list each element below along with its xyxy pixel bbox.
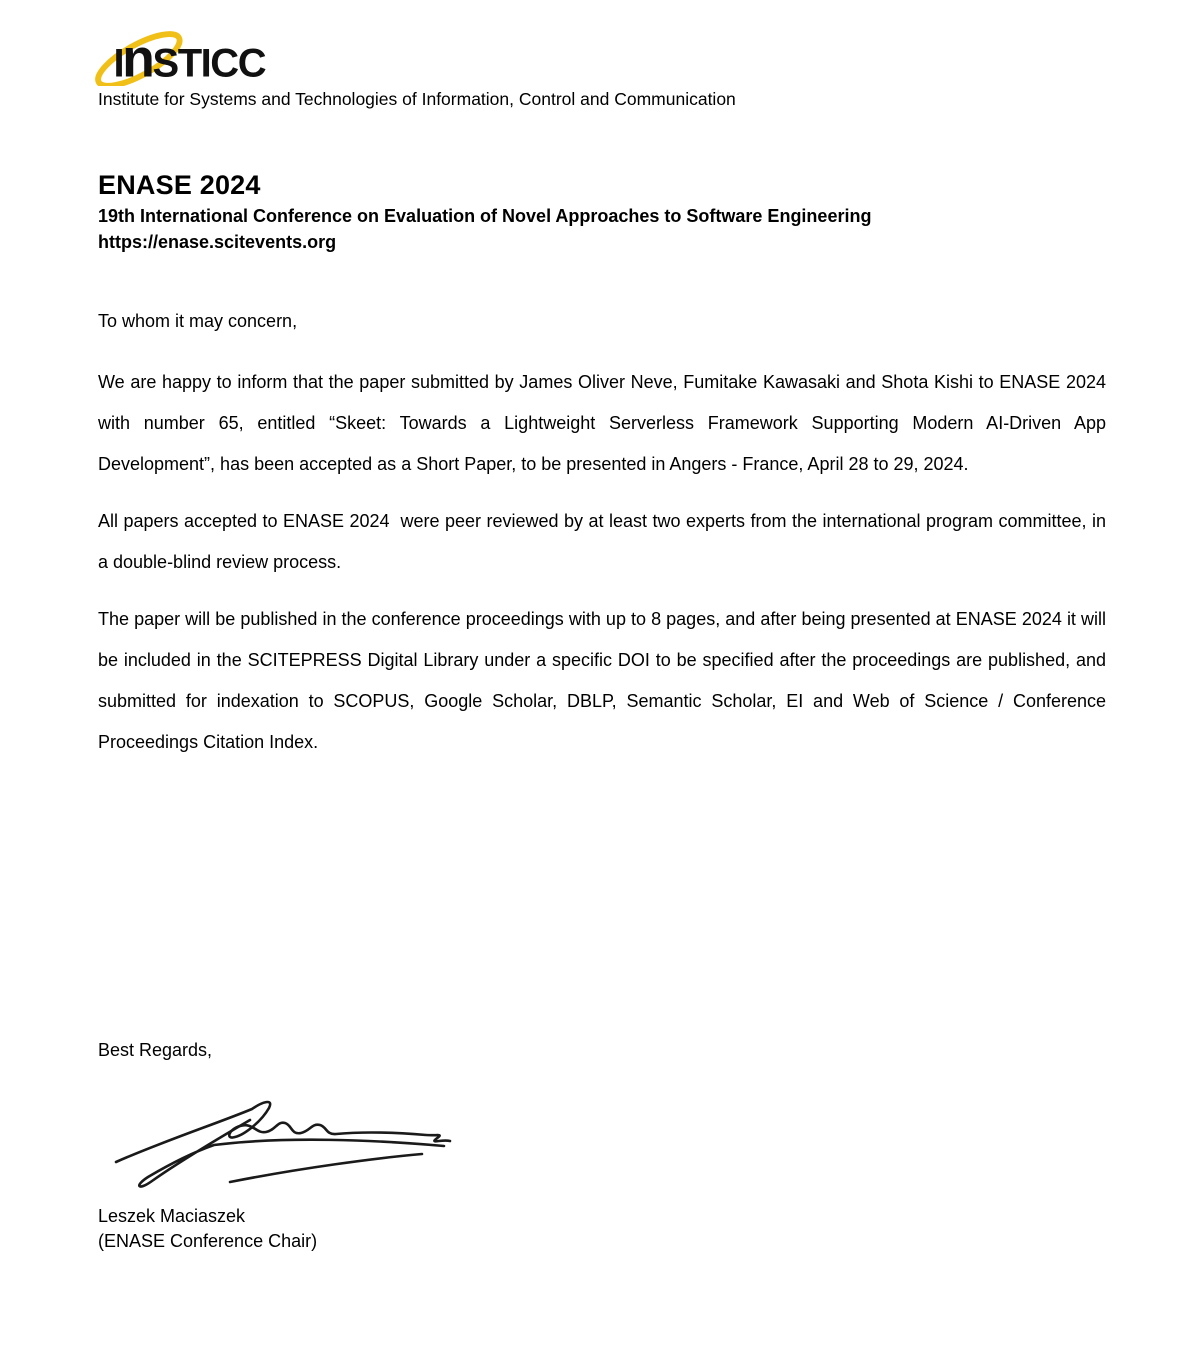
insticc-logo — [94, 30, 289, 86]
conference-url: https://enase.scitevents.org — [98, 232, 337, 252]
conference-header — [98, 169, 1106, 255]
signature-image — [106, 1094, 454, 1196]
institute-tagline: Institute for Systems and Technologies of Information, Control and Communication — [98, 89, 736, 109]
signer-role: (ENASE Conference Chair) — [98, 1231, 318, 1251]
signature-stroke-main — [116, 1102, 450, 1162]
signer-name: Leszek Maciaszek — [98, 1206, 246, 1226]
closing-line: Best Regards, — [98, 1040, 213, 1060]
paragraph-publication: The paper will be published in the conference proceedings with up to 8 pages, and after being presented at ENASE 2024 it will be included in the SCITEPRESS Digital Library under a specific DOI to be specified after the proceedings are published, and submitted for indexation to SCOPUS, Google Scholar, DBLP, Semantic Scholar, EI and Web of Science / Conference Proceedings Citation Index. — [98, 609, 1112, 752]
letter-body — [98, 301, 1112, 779]
salutation: To whom it may concern, — [98, 311, 298, 331]
paragraph-acceptance: We are happy to inform that the paper submitted by James Oliver Neve, Fumitake Kawasaki and Shota Kishi to ENASE 2024 with number 65, entitled “Skeet: Towards a Lightweight Serverless Framework Supporting Modern AI-Driven App Development”, has been accepted as a Short Paper, to be presented in Angers - France, April 28 to 29, 2024. — [98, 372, 1112, 474]
logo-wordmark: InSTICC — [113, 30, 266, 86]
signature-stroke-underline — [230, 1154, 422, 1182]
signer-block — [98, 1204, 317, 1254]
conference-title: 19th International Conference on Evaluation of Novel Approaches to Software Engineering — [98, 206, 872, 226]
paragraph-review: All papers accepted to ENASE 2024 were peer reviewed by at least two experts from the international program committee, in a double-blind review process. — [98, 511, 1112, 572]
conference-acronym: ENASE 2024 — [98, 170, 261, 200]
